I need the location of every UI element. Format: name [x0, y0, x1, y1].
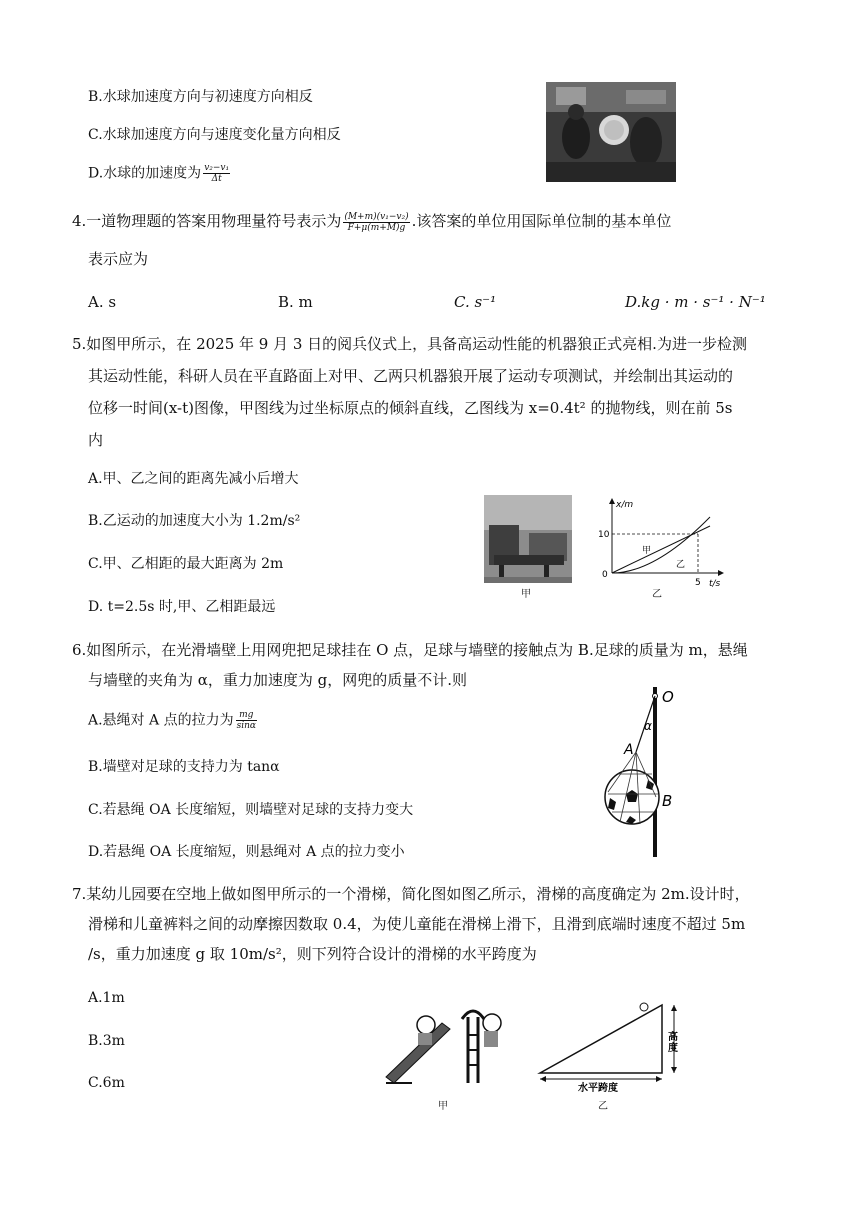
- height-label-top: 高: [668, 1032, 678, 1043]
- q3-option-c: C.水球加速度方向与速度变化量方向相反: [88, 127, 341, 143]
- q6-option-c: C.若悬绳 OA 长度缩短，则墙壁对足球的支持力变大: [88, 802, 414, 818]
- graph-x-tick: 5: [695, 578, 701, 588]
- q3-option-d-fraction: [203, 163, 230, 184]
- q5-fig-right-caption: 乙: [652, 589, 662, 600]
- q7-slide-illustration: [382, 1005, 512, 1095]
- child-figure: [640, 1003, 648, 1011]
- q4-option-b: B. m: [278, 293, 313, 311]
- robot-wolf-photo: [484, 495, 572, 583]
- label-o: O: [662, 688, 674, 706]
- q7-fig-left-caption: 甲: [438, 1101, 448, 1112]
- q6-option-a-prefix: A.悬绳对 A 点的拉力为: [88, 712, 234, 729]
- q4-stem: [72, 211, 671, 233]
- q3-option-b: B.水球加速度方向与初速度方向相反: [88, 89, 313, 105]
- q4-answer-fraction: [343, 212, 409, 233]
- slide-triangle: [540, 1005, 662, 1073]
- q7-slide-diagram: [534, 995, 694, 1095]
- child-left-head: [417, 1016, 435, 1034]
- q7-stem-line1: 7.某幼儿园要在空地上做如图甲所示的一个滑梯，简化图如图乙所示，滑梯的高度确定为 2m.设计时，: [72, 885, 750, 903]
- water-ball-photo-illustration: [546, 82, 676, 182]
- q3-option-d-prefix: D.水球的加速度为: [88, 165, 202, 182]
- q5-stem-line1: 5.如图甲所示，在 2025 年 9 月 3 日的阅兵仪式上，具备高运动性能的机器狼正式亮相.为进一步检测: [72, 335, 747, 353]
- fraction-denominator: sinα: [236, 721, 256, 731]
- q5-option-a: A.甲、乙之间的距离先减小后增大: [88, 471, 299, 487]
- q6-football-figure: [600, 682, 700, 862]
- q6-option-a-fraction: [236, 710, 257, 731]
- label-alpha: α: [644, 719, 652, 733]
- q7-option-c: C.6m: [88, 1075, 125, 1091]
- q5-option-d: D. t=2.5s 时,甲、乙相距最远: [88, 599, 276, 615]
- graph-x-axis-arrow: [718, 570, 724, 576]
- fraction-denominator: Δt: [211, 174, 222, 184]
- fraction-denominator: F+μ(m+M)g: [347, 222, 406, 233]
- label-a: A: [624, 742, 634, 758]
- graph-y-tick: 10: [598, 530, 610, 540]
- q7-option-a: A.1m: [88, 990, 125, 1006]
- water-ball-photo: [546, 82, 676, 182]
- slide-surface: [386, 1023, 450, 1083]
- height-label-bottom: 度: [668, 1043, 678, 1054]
- q7-fig-right-caption: 乙: [598, 1101, 608, 1112]
- label-b: B: [662, 792, 673, 810]
- graph-line-jia: [612, 526, 710, 573]
- q4-stem-line2: 表示应为: [88, 250, 149, 268]
- q7-stem-line2: 滑梯和儿童裤料之间的动摩擦因数取 0.4，为使儿童能在滑梯上滑下，且滑到底端时速度不超过 5m: [88, 915, 746, 933]
- fraction-numerator: (M+m)(v₁−v₂): [344, 211, 409, 222]
- graph-y-label: x/m: [616, 500, 634, 510]
- q5-option-b: B.乙运动的加速度大小为 1.2m/s²: [88, 513, 301, 529]
- q4-stem-b: .该答案的单位用国际单位制的基本单位: [411, 212, 672, 230]
- q6-option-d: D.若悬绳 OA 长度缩短，则悬绳对 A 点的拉力变小: [88, 844, 405, 860]
- q3-option-d: [88, 163, 232, 184]
- q5-xt-graph: [596, 495, 726, 590]
- graph-origin: 0: [602, 570, 608, 580]
- q5-stem-line4: 内: [88, 431, 104, 449]
- q5-stem-line3: 位移一时间(x-t)图像，甲图线为过坐标原点的倾斜直线，乙图线为 x=0.4t² 的抛物线，则在前 5s: [88, 399, 733, 417]
- q7-stem-line3: /s，重力加速度 g 取 10m/s²，则下列符合设计的滑梯的水平跨度为: [88, 945, 537, 963]
- robot-wolf-photo-illustration: [484, 495, 572, 583]
- child-right-head: [483, 1014, 501, 1032]
- q6-option-b: B.墙壁对足球的支持力为 tanα: [88, 759, 280, 775]
- q4-option-c: C. s⁻¹: [454, 293, 497, 311]
- fraction-numerator: mg: [236, 710, 257, 721]
- graph-x-label: t/s: [709, 579, 721, 589]
- q5-fig-left-caption: 甲: [521, 589, 531, 600]
- q4-stem-a: 4.一道物理题的答案用物理量符号表示为: [72, 212, 342, 230]
- q5-option-c: C.甲、乙相距的最大距离为 2m: [88, 556, 284, 572]
- span-label: 水平跨度: [578, 1083, 618, 1094]
- graph-y-axis-arrow: [609, 498, 615, 504]
- fraction-numerator: v₂−v₁: [204, 163, 230, 173]
- q6-stem-line2: 与墙壁的夹角为 α，重力加速度为 g，网兜的质量不计.则: [88, 671, 468, 689]
- graph-curve-yi: [612, 517, 710, 573]
- q5-stem-line2: 其运动性能，科研人员在平直路面上对甲、乙两只机器狼开展了运动专项测试，并绘制出其运动的: [88, 367, 734, 385]
- q6-option-a: [88, 710, 259, 731]
- child-right-body: [484, 1031, 498, 1047]
- q6-stem-line1: 6.如图所示，在光滑墙壁上用网兜把足球挂在 O 点，足球与墙壁的接触点为 B.足球的质量为 m，悬绳: [72, 641, 748, 659]
- graph-label-jia: 甲: [642, 546, 652, 556]
- child-left-body: [418, 1033, 432, 1045]
- q4-option-d: D.kg · m · s⁻¹ · N⁻¹: [625, 293, 766, 311]
- graph-label-yi: 乙: [676, 560, 686, 570]
- q7-option-b: B.3m: [88, 1033, 125, 1049]
- q4-option-a: A. s: [88, 293, 117, 311]
